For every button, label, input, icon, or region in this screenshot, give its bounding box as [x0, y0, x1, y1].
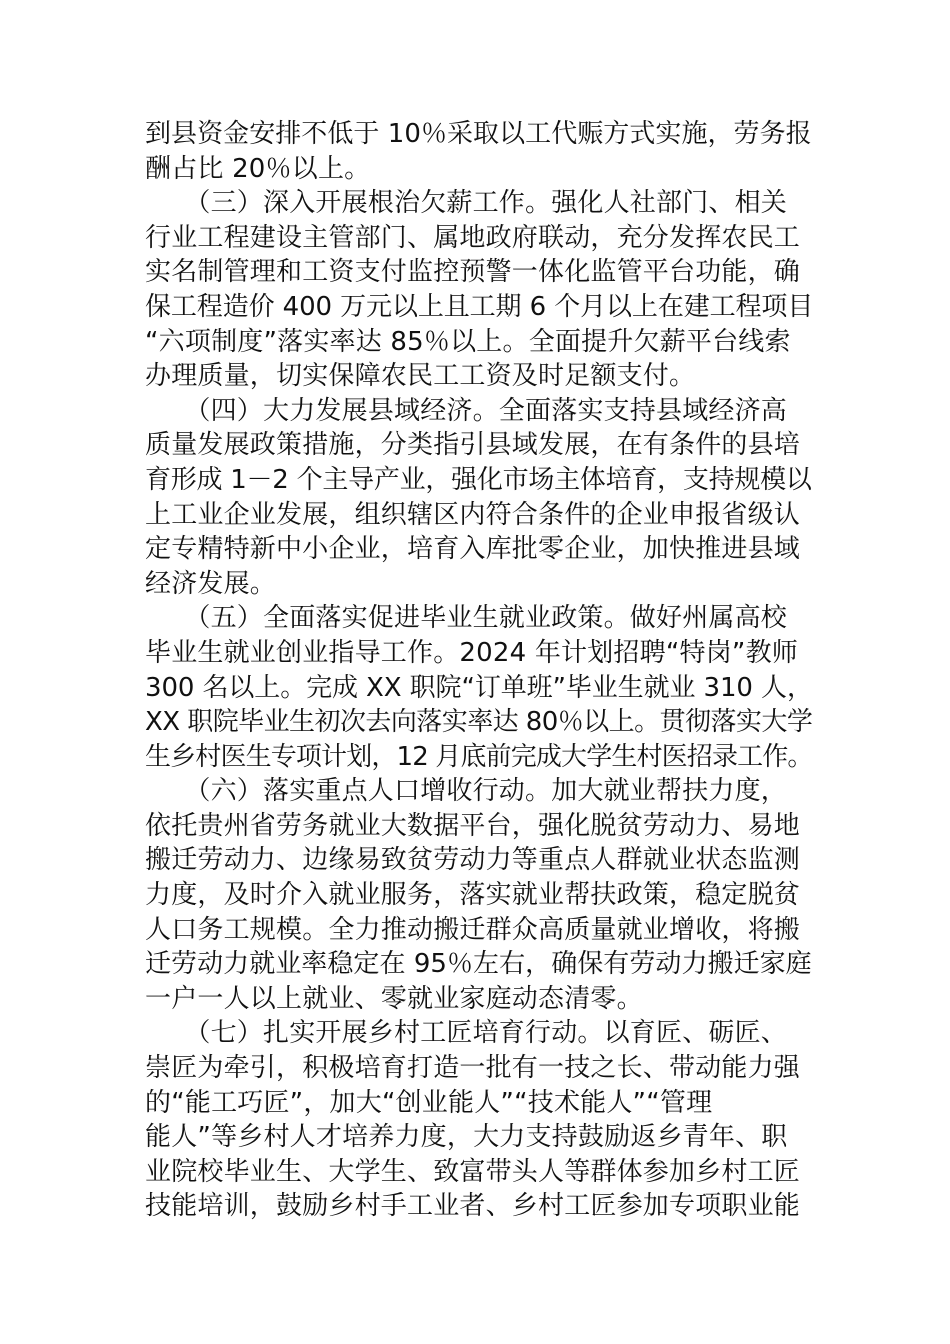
text-line: 人口务工规模。全力推动搬迁群众高质量就业增收，将搬 [145, 914, 801, 945]
text-line: 定专精特新中小企业，培育入库批零企业，加快推进县域 [145, 534, 801, 565]
text-line: 力度，及时介入就业服务，落实就业帮扶政策，稳定脱贫 [145, 880, 801, 911]
text-line: 崇匠为牵引，积极培育打造一批有一技之长、带动能力强 [145, 1053, 801, 1084]
text-line: 育形成 1－2 个主导产业，强化市场主体培育，支持规模以 [145, 464, 812, 495]
text-line: “六项制度”落实率达 85％以上。全面提升欠薪平台线索 [145, 326, 791, 357]
text-line: （三）深入开展根治欠薪工作。强化人社部门、相关 [145, 188, 788, 219]
text-line: （四）大力发展县域经济。全面落实支持县域经济高 [145, 395, 788, 426]
text-line: 办理质量，切实保障农民工工资及时足额支付。 [145, 361, 696, 392]
text-line: 保工程造价 400 万元以上且工期 6 个月以上在建工程项目 [145, 291, 814, 322]
text-line: 经济发展。 [145, 568, 277, 599]
text-line: 技能培训，鼓励乡村手工业者、乡村工匠参加专项职业能 [145, 1191, 801, 1222]
text-line: 300 名以上。完成 XX 职院“订单班”毕业生就业 310 人， [145, 672, 813, 703]
text-line: 业院校毕业生、大学生、致富带头人等群体参加乡村工匠 [145, 1156, 801, 1187]
text-line: 依托贵州省劳务就业大数据平台，强化脱贫劳动力、易地 [145, 810, 801, 841]
text-line: 生乡村医生专项计划，12 月底前完成大学生村医招录工作。 [145, 741, 813, 772]
text-line: 行业工程建设主管部门、属地政府联动，充分发挥农民工 [145, 222, 801, 253]
text-line: 迁劳动力就业率稳定在 95％左右，确保有劳动力搬迁家庭 [145, 949, 812, 980]
text-line: （五）全面落实促进毕业生就业政策。做好州属高校 [145, 603, 788, 634]
text-line: 的“能工巧匠”，加大“创业能人”“技术能人”“管理 [145, 1087, 713, 1118]
text-line: 毕业生就业创业指导工作。2024 年计划招聘“特岗”教师 [145, 637, 798, 668]
document-body [145, 117, 813, 1224]
text-line: （七）扎实开展乡村工匠培育行动。以育匠、砺匠、 [145, 1018, 788, 1049]
text-line: 一户一人以上就业、零就业家庭动态清零。 [145, 983, 643, 1014]
text-line: 酬占比 20％以上。 [145, 153, 371, 184]
text-line: 质量发展政策措施，分类指引县域发展，在有条件的县培 [145, 430, 801, 461]
text-line: XX 职院毕业生初次去向落实率达 80％以上。贯彻落实大学 [145, 707, 813, 738]
text-line: 上工业企业发展，组织辖区内符合条件的企业申报省级认 [145, 499, 801, 530]
text-line: 能人”等乡村人才培养力度，大力支持鼓励返乡青年、职 [145, 1122, 788, 1153]
text-line: 实名制管理和工资支付监控预警一体化监管平台功能，确 [145, 257, 801, 288]
text-line: 到县资金安排不低于 10％采取以工代赈方式实施，劳务报 [145, 119, 812, 149]
text-line: 搬迁劳动力、边缘易致贫劳动力等重点人群就业状态监测 [145, 845, 801, 876]
text-line: （六）落实重点人口增收行动。加大就业帮扶力度， [145, 776, 788, 807]
